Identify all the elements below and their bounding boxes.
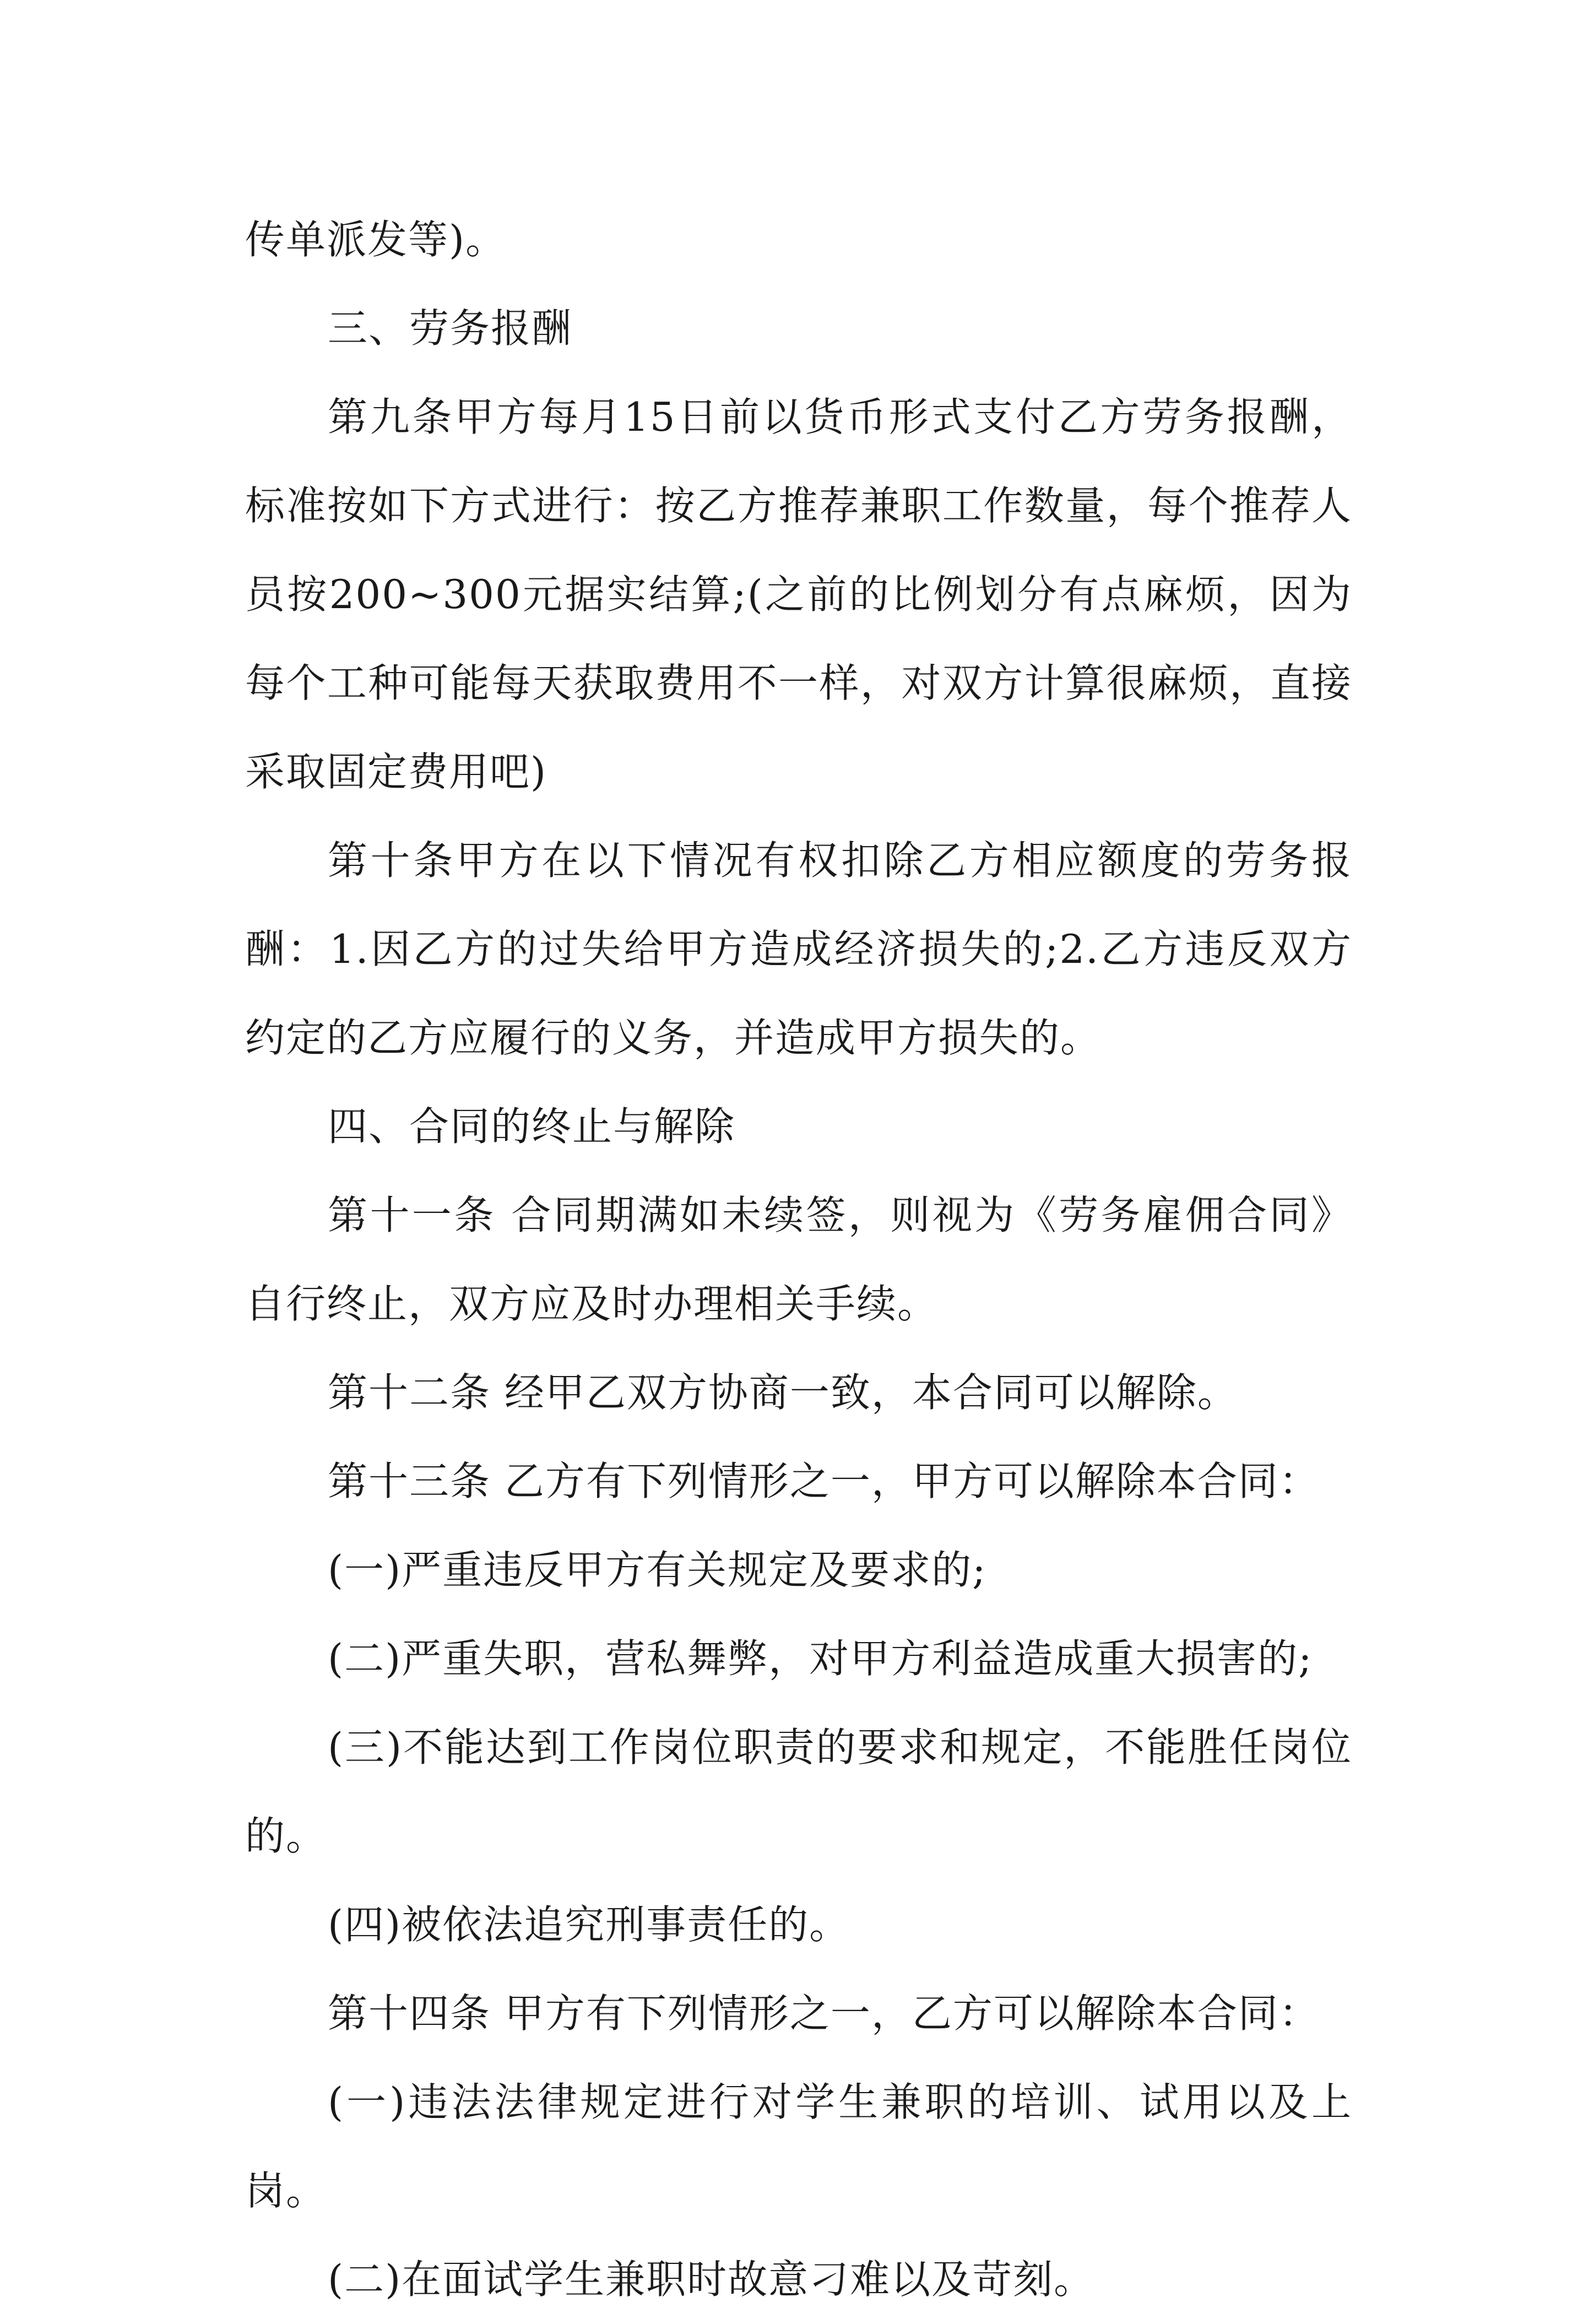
article-10: 第十条甲方在以下情况有权扣除乙方相应额度的劳务报酬：1.因乙方的过失给甲方造成经济损失的;2.乙方违反双方约定的乙方应履行的义务，并造成甲方损失的。 [245,837,1352,1061]
article-11: 第十一条 合同期满如未续签，则视为《劳务雇佣合同》自行终止，双方应及时办理相关手续。 [245,1192,1352,1327]
article-14: 第十四条 甲方有下列情形之一，乙方可以解除本合同： [328,1990,1320,2036]
article-9: 第九条甲方每月15日前以货币形式支付乙方劳务报酬，标准按如下方式进行：按乙方推荐兼职工作数量，每个推荐人员按200~300元据实结算;(之前的比例划分有点麻烦，因为每个工种可能每天获取费用不一样，对双方计算很麻烦，直接采取固定费用吧) [245,394,1352,795]
paragraph-continuation: 传单派发等)。 [245,216,507,263]
article-13-item-3: (三)不能达到工作岗位职责的要求和规定，不能胜任岗位的。 [245,1724,1352,1859]
article-14-item-1: (一)违法法律规定进行对学生兼职的培训、试用以及上岗。 [245,2079,1352,2214]
article-12: 第十二条 经甲乙双方协商一致，本合同可以解除。 [328,1369,1238,1416]
article-13-item-2: (二)严重失职，营私舞弊，对甲方利益造成重大损害的; [328,1635,1313,1682]
article-13-item-1: (一)严重违反甲方有关规定及要求的; [328,1547,987,1593]
section-heading-remuneration: 三、劳务报酬 [328,305,573,351]
article-13: 第十三条 乙方有下列情形之一，甲方可以解除本合同： [328,1458,1320,1504]
article-13-item-4: (四)被依法追究刑事责任的。 [328,1902,850,1948]
document-body [245,196,1352,2324]
section-heading-termination: 四、合同的终止与解除 [328,1103,736,1150]
article-14-item-2: (二)在面试学生兼职时故意刁难以及苛刻。 [328,2256,1095,2303]
